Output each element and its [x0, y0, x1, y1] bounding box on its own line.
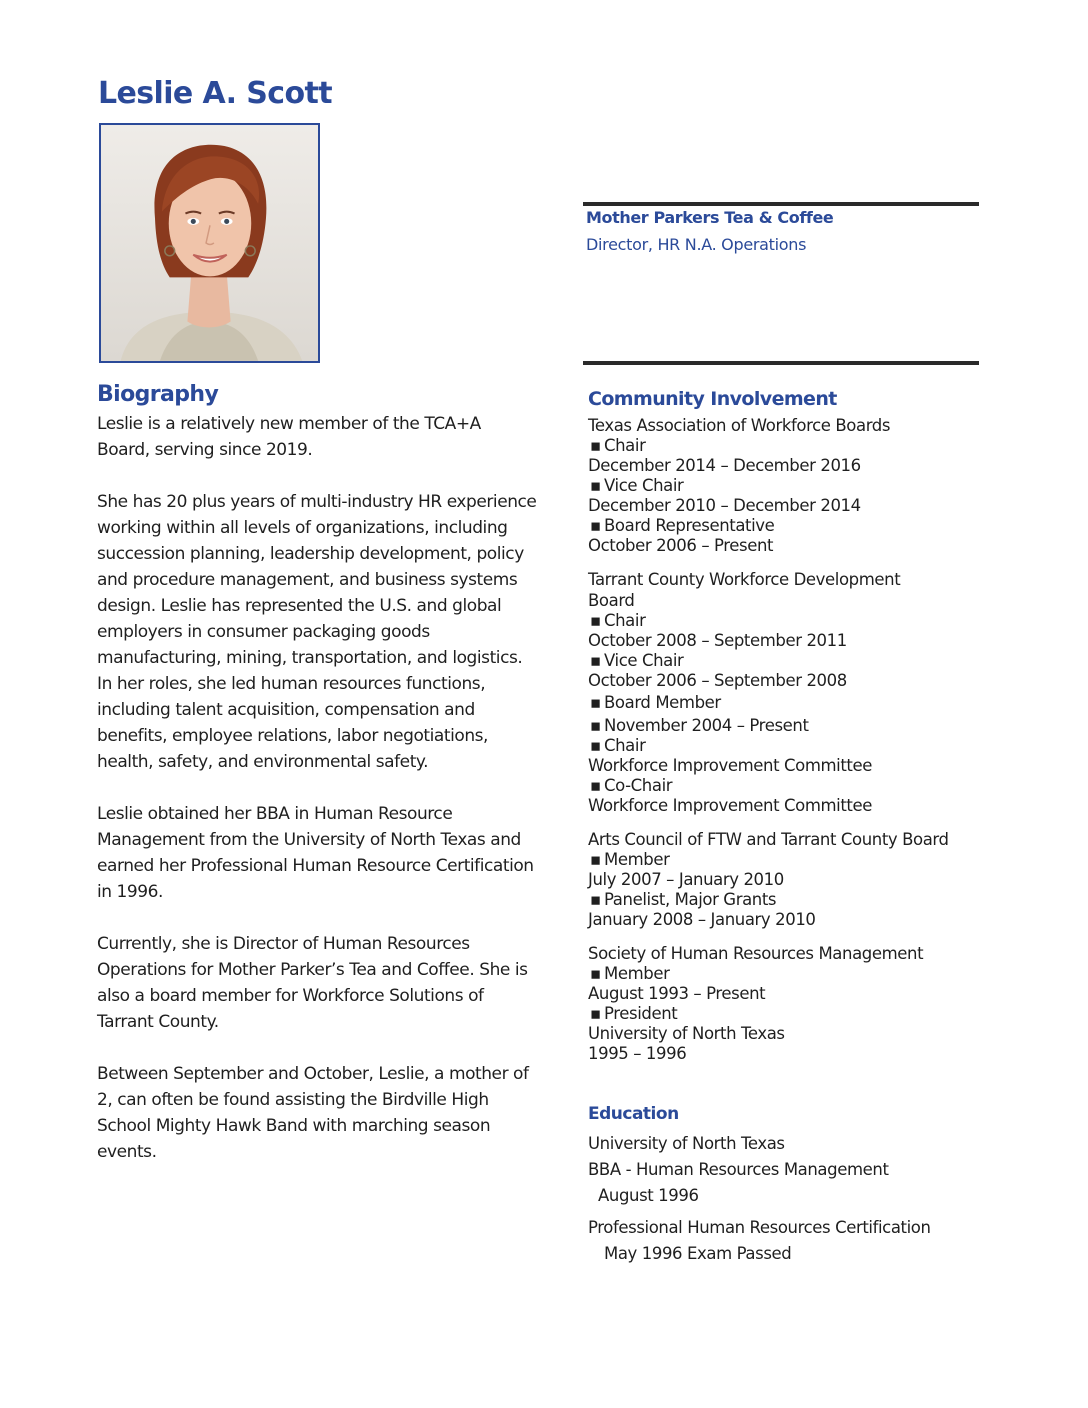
bullet-icon: ▪ [590, 716, 601, 735]
org-block [588, 943, 1008, 1064]
bullet-icon: ▪ [590, 651, 601, 670]
bio-paragraph: Between September and October, Leslie, a mother of 2, can often be found assisting the Birdville High School Mighty Hawk Band with marching season events. [97, 1064, 529, 1162]
role-detail: December 2014 – December 2016 [588, 456, 861, 475]
role-item: ▪ Member [590, 964, 670, 983]
biography-section [97, 382, 537, 1191]
bio-paragraph: Leslie obtained her BBA in Human Resource Management from the University of North Texas and earned her Professional Human Resource Certification in 1996. [97, 804, 534, 902]
role-detail: Workforce Improvement Committee [588, 756, 873, 775]
org-name: Tarrant County Workforce Development Board [588, 570, 901, 610]
role-item: ▪ Board Member [590, 693, 721, 712]
org-block [588, 415, 1008, 556]
person-name: Leslie A. Scott [98, 76, 332, 111]
role-detail: October 2006 – Present [588, 536, 774, 555]
bio-paragraph: Leslie is a relatively new member of the TCA+A Board, serving since 2019. [97, 414, 481, 460]
role-item: ▪ Chair [590, 611, 646, 630]
degree-date: August 1996 [598, 1186, 699, 1205]
community-heading: Community Involvement [588, 388, 837, 410]
role-item: ▪ Vice Chair [590, 651, 684, 670]
employer-company: Mother Parkers Tea & Coffee [586, 208, 834, 227]
bottom-divider [583, 361, 979, 365]
org-block [588, 569, 1008, 816]
role-item: ▪ November 2004 – Present [590, 716, 809, 735]
role-detail: Workforce Improvement Committee [588, 796, 873, 815]
role-detail: 1995 – 1996 [588, 1044, 687, 1063]
role-item: ▪ Board Representative [590, 516, 775, 535]
bio-paragraph: Currently, she is Director of Human Resources Operations for Mother Parker’s Tea and Coffee. She is also a board member for Workforce Solutions of Tarrant County. [97, 934, 528, 1032]
org-name: Arts Council of FTW and Tarrant County Board [588, 830, 949, 849]
bullet-icon: ▪ [590, 476, 601, 495]
role-detail: December 2010 – December 2014 [588, 496, 861, 515]
role-detail: October 2008 – September 2011 [588, 631, 847, 650]
current-employer [586, 207, 833, 256]
role-detail: August 1993 – Present [588, 984, 766, 1003]
role-detail: July 2007 – January 2010 [588, 870, 784, 889]
role-item: ▪ Member [590, 850, 670, 869]
bullet-icon: ▪ [590, 736, 601, 755]
certification-date: May 1996 Exam Passed [604, 1244, 792, 1263]
community-involvement-section [588, 388, 1008, 1077]
org-name: Society of Human Resources Management [588, 944, 924, 963]
bullet-icon: ▪ [590, 890, 601, 909]
employer-title: Director, HR N.A. Operations [586, 235, 807, 254]
role-item: ▪ Co-Chair [590, 776, 673, 795]
education-section [588, 1104, 1008, 1267]
bullet-icon: ▪ [590, 776, 601, 795]
profile-photo [99, 123, 320, 363]
top-divider [583, 202, 979, 206]
certification-name: Professional Human Resources Certification [588, 1218, 931, 1237]
role-item: ▪ President [590, 1004, 678, 1023]
bullet-icon: ▪ [590, 611, 601, 630]
bullet-icon: ▪ [590, 1004, 601, 1023]
bio-paragraph: She has 20 plus years of multi-industry HR experience working within all levels of organizations, including succession planning, leadership development, policy and procedure management, and business systems design. Leslie has represented the U.S. and global employers in consumer packaging goods manufacturing, mining, transportation, and logistics. In her roles, she led human resources functions, including talent acquisition, compensation and benefits, employee relations, labor negotiations, health, safety, and environmental safety. [97, 492, 537, 772]
school-name: University of North Texas [588, 1134, 785, 1153]
education-heading: Education [588, 1104, 679, 1124]
role-item: ▪ Chair [590, 436, 646, 455]
role-detail: University of North Texas [588, 1024, 785, 1043]
role-detail: January 2008 – January 2010 [588, 910, 816, 929]
bullet-icon: ▪ [590, 964, 601, 983]
org-block [588, 829, 1008, 930]
bullet-icon: ▪ [590, 850, 601, 869]
bullet-icon: ▪ [590, 693, 601, 712]
org-name: Texas Association of Workforce Boards [588, 416, 891, 435]
bullet-icon: ▪ [590, 516, 601, 535]
role-item: ▪ Panelist, Major Grants [590, 890, 777, 909]
role-item: ▪ Chair [590, 736, 646, 755]
role-item: ▪ Vice Chair [590, 476, 684, 495]
degree-name: BBA - Human Resources Management [588, 1160, 889, 1179]
biography-heading: Biography [97, 382, 219, 407]
bullet-icon: ▪ [590, 436, 601, 455]
role-detail: October 2006 – September 2008 [588, 671, 847, 690]
